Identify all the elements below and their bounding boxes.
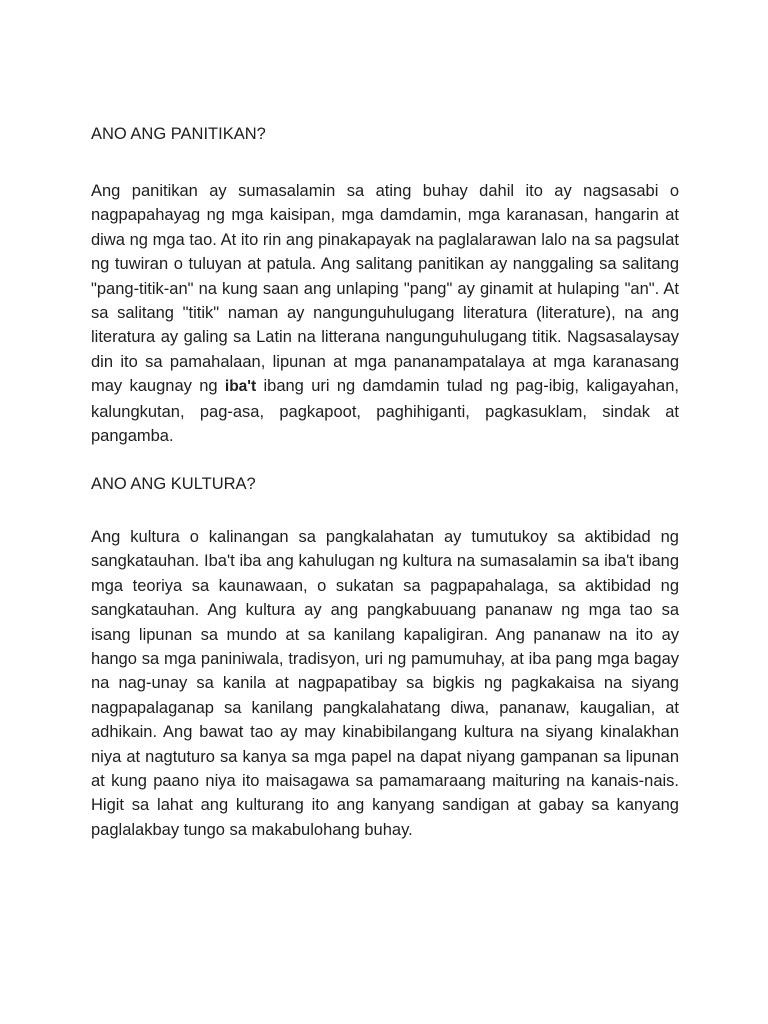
section-paragraph-kultura: Ang kultura o kalinangan sa pangkalahatan ay tumutukoy sa aktibidad ng sangkatauhan. Iba't iba ang kahulugan ng kultura na sumasalamin sa iba't ibang mga teoriya sa kaunawaan, o sukatan sa pagpapahalaga, sa aktibidad ng sangkatauhan. Ang kultura ay ang pangkabuuang pananaw ng mga tao sa isang lipunan sa mundo at sa kanilang kapaligiran. Ang pananaw na ito ay hango sa mga paniniwala, tradisyon, uri ng pamumuhay, at iba pang mga bagay na nag-unay sa kanila at nagpapatibay sa bigkis ng pagkakaisa na siyang nagpapalaganap sa kanilang pangkalahatang diwa, pananaw, kaugalian, at adhikain. Ang bawat tao ay may kinabibilangang kultura na siyang kinalakhan niya at nagtuturo sa kanya sa mga papel na dapat niyang gampanan sa lipunan at kung paano niya ito maisagawa sa pamamaraang maituring na kanais-nais. Higit sa lahat ang kulturang ito ang kanyang sandigan at gabay sa kanyang paglalakbay tungo sa makabulohang buhay. xyxy=(91,528,679,839)
section-heading-kultura: ANO ANG KULTURA? xyxy=(91,475,256,493)
section-heading-panitikan: ANO ANG PANITIKAN? xyxy=(91,125,266,143)
bold-word: iba't xyxy=(224,378,257,396)
paragraph-text: ibang uri ng damdamin tulad ng pag-ibig, kaligayahan, kalungkutan, pag-asa, pagkapoot, paghihiganti, pagkasuklam, sindak at pangamba. xyxy=(91,377,679,446)
paragraph-text: Ang panitikan ay sumasalamin sa ating buhay dahil ito ay nagsasabi o nagpapahayag ng mga kaisipan, mga damdamin, mga karanasan, hangarin at diwa ng mga tao. At ito rin ang pinakapayak na paglalarawan lalo na sa pagsulat ng tuwiran o tuluyan at patula. Ang salitang panitikan ay nanggaling sa salitang "pang-titik-an" na kung saan ang unlaping "pang" ay ginamit at hulaping "an". At sa salitang "titik" naman ay nangunguhulugang literatura (literature), na ang literatura ay galing sa Latin na litterana nangunguhulugang titik. Nagsasalaysay din ito sa pamahalaan, lipunan at mga pananampatalaya at mga karanasang may kaugnay ng xyxy=(91,182,679,396)
section-paragraph-panitikan xyxy=(91,179,679,448)
